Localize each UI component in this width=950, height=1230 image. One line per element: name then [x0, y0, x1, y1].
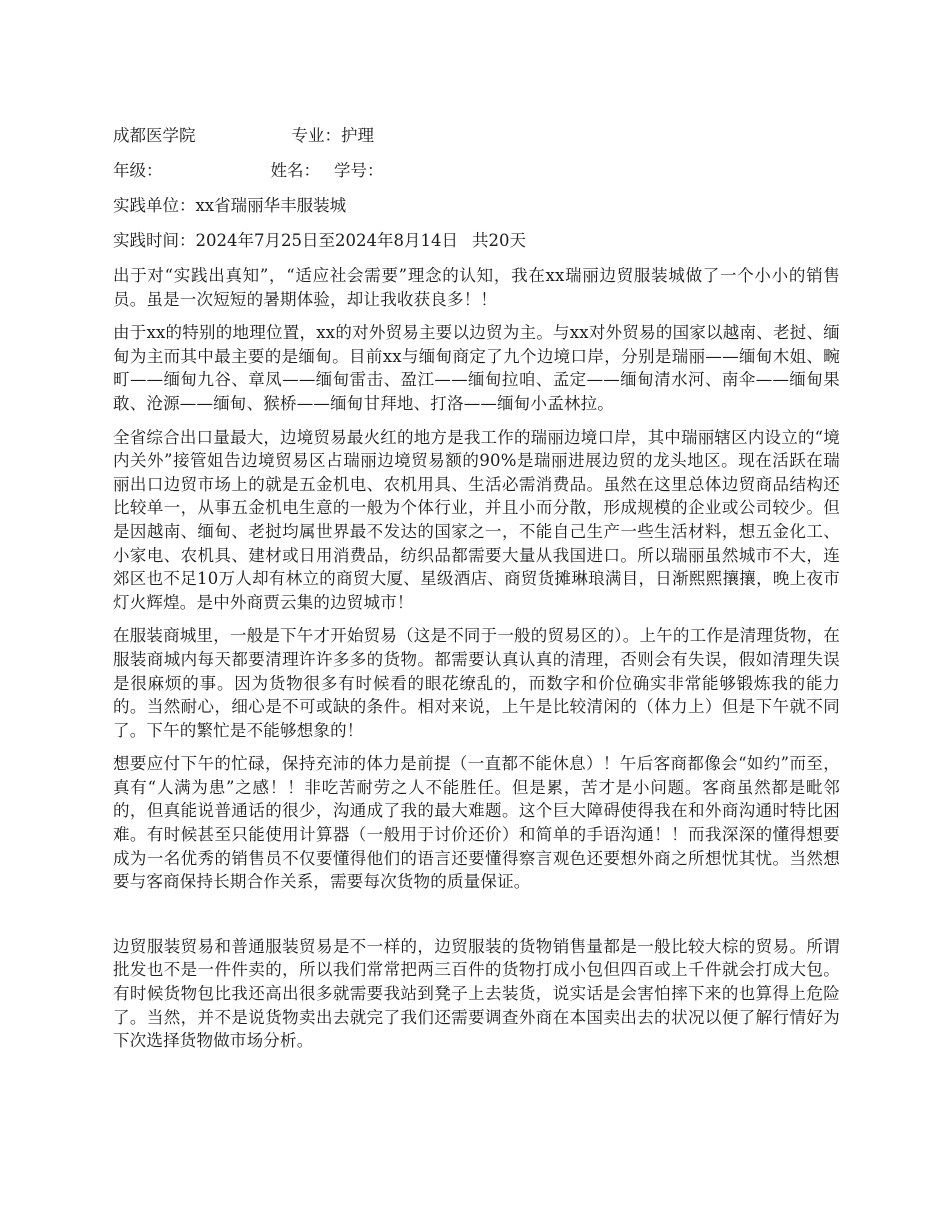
school-major-line	[113, 124, 840, 148]
paragraph-morning-work: 在服装商城里，一般是下午才开始贸易（这是不同于一般的贸易区的）。上午的工作是清理货物，在服装商城内每天都要清理许许多多的货物。都需要认真认真的清理，否则会有失误，假如清理失误是很麻烦的事。因为货物很多有时候看的眼花缭乱的，而数字和价位确实非常能够锻炼我的能力的。当然耐心，细心是不可或缺的条件。相对来说，上午是比较清闲的（体力上）但是下午就不同了。下午的繁忙是不能够想象的！	[113, 626, 840, 740]
practice-unit-value: xx省瑞丽华丰服装城	[195, 196, 347, 215]
grade-label: 年级：	[113, 161, 163, 180]
school-name: 成都医学院	[113, 126, 196, 145]
practice-time-value: 2024年7月25日至2024年8月14日	[195, 231, 458, 250]
practice-time-line	[113, 229, 840, 253]
paragraph-wholesale: 边贸服装贸易和普通服装贸易是不一样的，边贸服装的货物销售量都是一般比较大棕的贸易。所谓批发也不是一件件卖的，所以我们常常把两三百件的货物打成小包但四百或上千件就会打成大包。有时候货物包比我还高出很多就需要我站到凳子上去装货，说实话是会害怕摔下来的也算得上危险了。当然，并不是说货物卖出去就完了我们还需要调查外商在本国卖出去的状况以便了解行情好为下次选择货物做市场分析。	[113, 936, 840, 1051]
practice-unit-label: 实践单位：	[113, 196, 196, 215]
practice-time-label: 实践时间：	[113, 231, 196, 250]
grade-name-line	[113, 159, 840, 183]
practice-time-total: 共20天	[471, 231, 526, 250]
major-label: 专业：	[291, 126, 341, 145]
paragraph-intro: 出于对“实践出真知”，“适应社会需要”理念的认知，我在xx瑞丽边贸服装城做了一个小小的销售员。虽是一次短短的暑期体验，却让我收获良多！！	[113, 266, 840, 309]
paragraph-ruili-trade: 全省综合出口量最大，边境贸易最火红的地方是我工作的瑞丽边境口岸，其中瑞丽辖区内设立的“境内关外”接管姐告边境贸易区占瑞丽边境贸易额的90%是瑞丽进展边贸的龙头地区。现在活跃在瑞丽出口边贸市场上的就是五金机电、农机用具、生活必需消费品。虽然在这里总体边贸商品结构还比较单一，从事五金机电生意的一般为个体行业，并且小而分散，形成规模的企业或公司较少。但是因越南、缅甸、老挝均属世界最不发达的国家之一，不能自己生产一些生活材料，想五金化工、小家电、农机具、建材或日用消费品，纺织品都需要大量从我国进口。所以瑞丽虽然城市不大，连郊区也不足10万人却有林立的商贸大厦、星级酒店、商贸货摊琳琅满目，日渐熙熙攘攘，晚上夜市灯火辉煌。是中外商贾云集的边贸城市！	[113, 427, 840, 612]
document-page	[113, 124, 840, 1063]
name-label: 姓名：	[270, 161, 320, 180]
practice-unit-line	[113, 194, 840, 218]
major-value: 护理	[341, 126, 374, 145]
paragraph-afternoon-work: 想要应付下午的忙碌，保持充沛的体力是前提（一直都不能休息）！午后客商都像会“如约”而至，真有“人满为患”之感！！非吃苦耐劳之人不能胜任。但是累，苦才是小问题。客商虽然都是毗邻的，但真能说普通话的很少，沟通成了我的最大难题。这个巨大障碍使得我在和外商沟通时特比困难。有时候甚至只能使用计算器（一般用于讨价还价）和简单的手语沟通！！而我深深的懂得想要成为一名优秀的销售员不仅要懂得他们的语言还要懂得察言观色还要想外商之所想忧其忧。当然想要与客商保持长期合作关系，需要每次货物的质量保证。	[113, 754, 840, 892]
paragraph-border-ports: 由于xx的特别的地理位置，xx的对外贸易主要以边贸为主。与xx对外贸易的国家以越南、老挝、缅甸为主而其中最主要的是缅甸。目前xx与缅甸商定了九个边境口岸，分别是瑞丽——缅甸木姐、畹町——缅甸九谷、章凤——缅甸雷击、盈江——缅甸拉咱、孟定——缅甸清水河、南伞——缅甸果敢、沧源——缅甸、猴桥——缅甸甘拜地、打洛——缅甸小孟林拉。	[113, 323, 840, 413]
student-id-label: 学号：	[334, 161, 384, 180]
